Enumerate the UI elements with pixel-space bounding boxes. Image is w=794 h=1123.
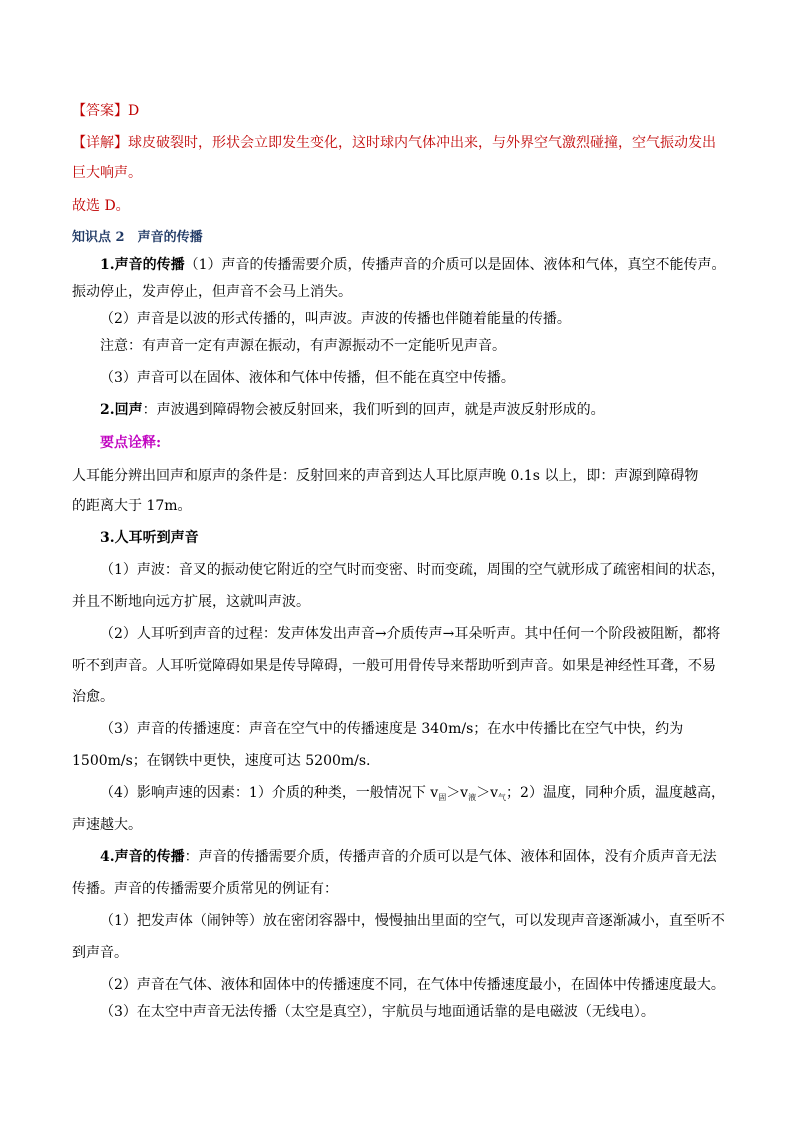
p1-text-1: （1）声音的传播需要介质，传播声音的介质可以是固体、液体和气体，真空不能传声。 [184,257,726,273]
p2-line [100,400,605,420]
p3-heading: 3.人耳听到声音 [100,530,199,546]
p3-s2-line-1: （2）人耳听到声音的过程：发声体发出声音→介质传声→耳朵听声。其中任何一个阶段被阻断，都将 [100,626,721,642]
detail-text-1: 球皮破裂时，形状会立即发生变化，这时球内气体冲出来，与外界空气激烈碰撞，空气振动发出 [128,135,716,151]
p1-line-4: 注意：有声音一定有声源在振动，有声源振动不一定能听见声音。 [100,338,506,354]
p3-s2-line-3: 治愈。 [72,689,114,705]
keypoint-line-2: 的距离大于 17m。 [72,498,192,514]
p1-line-3: （2）声音是以波的形式传播的，叫声波。声波的传播也伴随着能量的传播。 [100,311,571,327]
p3-s4-prefix: （4）影响声速的因素：1）介质的种类，一般情况下 v [100,785,439,801]
p3-s4-suffix: ；2）温度，同种介质，温度越高， [506,785,725,801]
v-solid-subscript: 固 [438,793,447,802]
p2-text: ：声波遇到障碍物会被反射回来，我们听到的回声，就是声波反射形成的。 [142,402,605,418]
p1-line-1 [100,255,726,275]
keypoint-title: 要点诠释: [100,435,162,451]
p3-s3-line-1: （3）声音的传播速度：声音在空气中的传播速度是 340m/s；在水中传播比在空气中快，约为 [100,721,684,737]
p3-s3-line-2: 1500m/s；在钢铁中更快，速度可达 5200m/s. [72,753,371,769]
section-title: 知识点 2 声音的传播 [72,230,203,245]
answer-line [72,101,139,121]
p4-heading: 4.声音的传播 [100,849,185,865]
p2-heading: 2.回声 [100,402,143,418]
p4-e3: （3）在太空中声音无法传播（太空是真空），宇航员与地面通话靠的是电磁波（无线电）。 [100,1004,655,1020]
p3-s4-gt1: ＞v [446,785,469,801]
v-liquid-subscript: 液 [468,793,477,802]
p3-s4-line-2: 声速越大。 [72,817,142,833]
answer-tag: 【答案】 [72,103,128,119]
p4-e1-line-1: （1）把发声体（闹钟等）放在密闭容器中，慢慢抽出里面的空气，可以发现声音逐渐减小，直至听不 [100,913,725,929]
p3-s1-line-1: （1）声波：音叉的振动使它附近的空气时而变密、时而变疏，周围的空气就形成了疏密相间的状态， [100,562,725,578]
p1-heading: 1.声音的传播 [100,257,185,273]
p3-s1-line-2: 并且不断地向远方扩展，这就叫声波。 [72,594,310,610]
p4-text-1: ：声音的传播需要介质，传播声音的介质可以是气体、液体和固体，没有介质声音无法 [184,849,717,865]
p1-line-5: （3）声音可以在固体、液体和气体中传播，但不能在真空中传播。 [100,370,515,386]
detail-line-1 [72,133,716,153]
v-gas-subscript: 气 [498,793,507,802]
p4-e1-line-2: 到声音。 [72,945,128,961]
p3-s4-gt2: ＞v [476,785,499,801]
detail-tag: 【详解】 [72,135,128,151]
keypoint-line-1: 人耳能分辨出回声和原声的条件是：反射回来的声音到达人耳比原声晚 0.1s 以上，即：声源到障碍物 [72,468,699,484]
p4-line-1 [100,847,717,867]
p3-s2-line-2: 听不到声音。人耳听觉障碍如果是传导障碍，一般可用骨传导来帮助听到声音。如果是神经性耳聋，不易 [72,658,716,674]
p1-line-2: 振动停止，发声停止，但声音不会马上消失。 [72,284,352,300]
answer-value: D [128,103,140,119]
p4-line-2: 传播。声音的传播需要介质常见的例证有： [72,881,338,897]
detail-line-2: 巨大响声。 [72,165,142,181]
p4-e2: （2）声音在气体、液体和固体中的传播速度不同，在气体中传播速度最小，在固体中传播速度最大。 [100,977,725,993]
p3-s4-line-1 [100,783,725,808]
choice-line: 故选 D。 [72,198,130,214]
